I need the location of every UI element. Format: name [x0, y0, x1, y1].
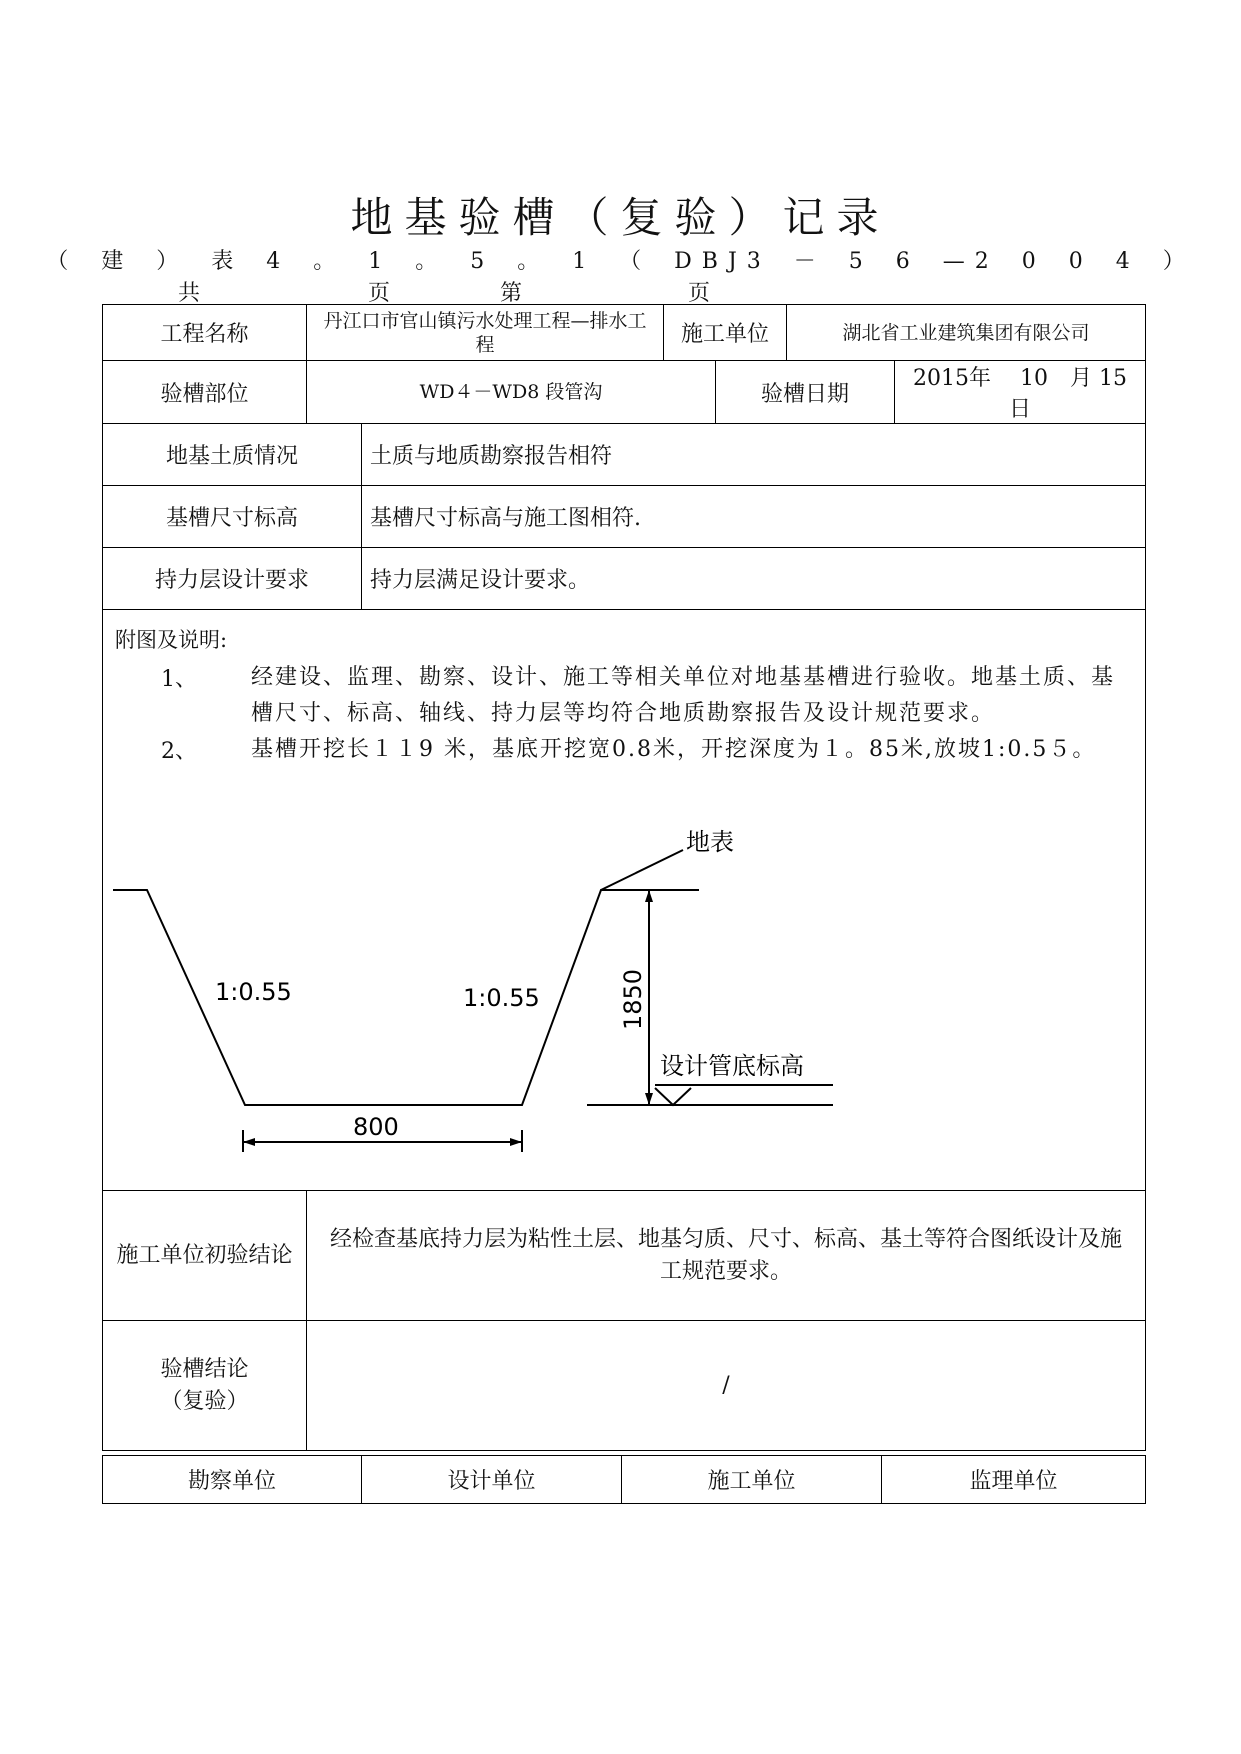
- page-unit-label: 页: [368, 281, 391, 306]
- arrow-right: [510, 1138, 522, 1146]
- signature-design-unit: 设计单位: [362, 1456, 622, 1504]
- trench-size-label: 基槽尺寸标高: [103, 486, 362, 548]
- project-name-value: 丹江口市官山镇污水处理工程—排水工程: [307, 305, 664, 361]
- project-name-label: 工程名称: [103, 305, 307, 361]
- initial-conclusion-value: 经检查基底持力层为粘性土层、地基匀质、尺寸、标高、基土等符合图纸设计及施工规范要求。: [307, 1191, 1146, 1321]
- contractor-label: 施工单位: [664, 305, 787, 361]
- final-conclusion-value: /: [307, 1321, 1146, 1451]
- record-table: [102, 304, 1146, 1451]
- trench-size-value: 基槽尺寸标高与施工图相符.: [362, 486, 1146, 548]
- signature-survey-unit: 勘察单位: [103, 1456, 362, 1504]
- signature-construction-unit: 施工单位: [622, 1456, 882, 1504]
- note-text: 基槽开挖长１１9 米，基底开挖宽0.8米，开挖深度为１。85米,放坡1:0.5５。: [251, 737, 1097, 762]
- depth-label: 1850: [619, 968, 647, 1030]
- bearing-layer-label: 持力层设计要求: [103, 548, 362, 610]
- signature-supervision-unit: 监理单位: [882, 1456, 1146, 1504]
- arrow-up: [645, 890, 653, 902]
- inspection-date-value: 2015年 10 月 15 日: [895, 361, 1146, 424]
- attachment-label: 附图及说明:: [115, 628, 228, 652]
- pipe-bottom-elevation-label: 设计管底标高: [660, 1052, 804, 1080]
- location-label: 验槽部位: [103, 361, 307, 424]
- contractor-value: 湖北省工业建筑集团有限公司: [787, 305, 1146, 361]
- slope-right-label: 1:0.55: [463, 984, 540, 1012]
- trench-profile-line: [113, 890, 699, 1105]
- bottom-width-label: 800: [353, 1113, 399, 1141]
- page-number-label: 第: [500, 281, 523, 306]
- form-code: （ 建 ） 表 4 。 1 。 5 。 1 （ DBJ3 － 5 6 —2 0 0 4 ）: [46, 249, 1195, 274]
- soil-condition-value: 土质与地质勘察报告相符: [362, 424, 1146, 486]
- attachment-section: [103, 610, 1146, 1191]
- final-conclusion-label: 验槽结论（复验）: [103, 1321, 307, 1451]
- ground-leader-line: [601, 850, 683, 890]
- inspection-date-label: 验槽日期: [716, 361, 895, 424]
- trench-cross-section-diagram: [103, 610, 1146, 1188]
- slope-left-label: 1:0.55: [215, 978, 292, 1006]
- note-number: 1、: [161, 667, 197, 692]
- ground-surface-label: 地表: [686, 828, 734, 856]
- arrow-left: [243, 1138, 255, 1146]
- signature-table: [102, 1455, 1146, 1504]
- page-unit-label: 页: [688, 281, 711, 306]
- document-title: 地基验槽（复验）记录: [350, 193, 891, 242]
- elevation-marker: [655, 1088, 691, 1105]
- initial-conclusion-label: 施工单位初验结论: [103, 1191, 307, 1321]
- arrow-down: [645, 1093, 653, 1105]
- note-number: 2、: [161, 739, 197, 764]
- page-total-label: 共: [178, 281, 201, 306]
- location-value: WD４－WD8 段管沟: [307, 361, 716, 424]
- bearing-layer-value: 持力层满足设计要求。: [362, 548, 1146, 610]
- note-text: 经建设、监理、勘察、设计、施工等相关单位对地基基槽进行验收。地基土质、基槽尺寸、标高、轴线、持力层等均符合地质勘察报告及设计规范要求。: [251, 665, 1116, 726]
- soil-condition-label: 地基土质情况: [103, 424, 362, 486]
